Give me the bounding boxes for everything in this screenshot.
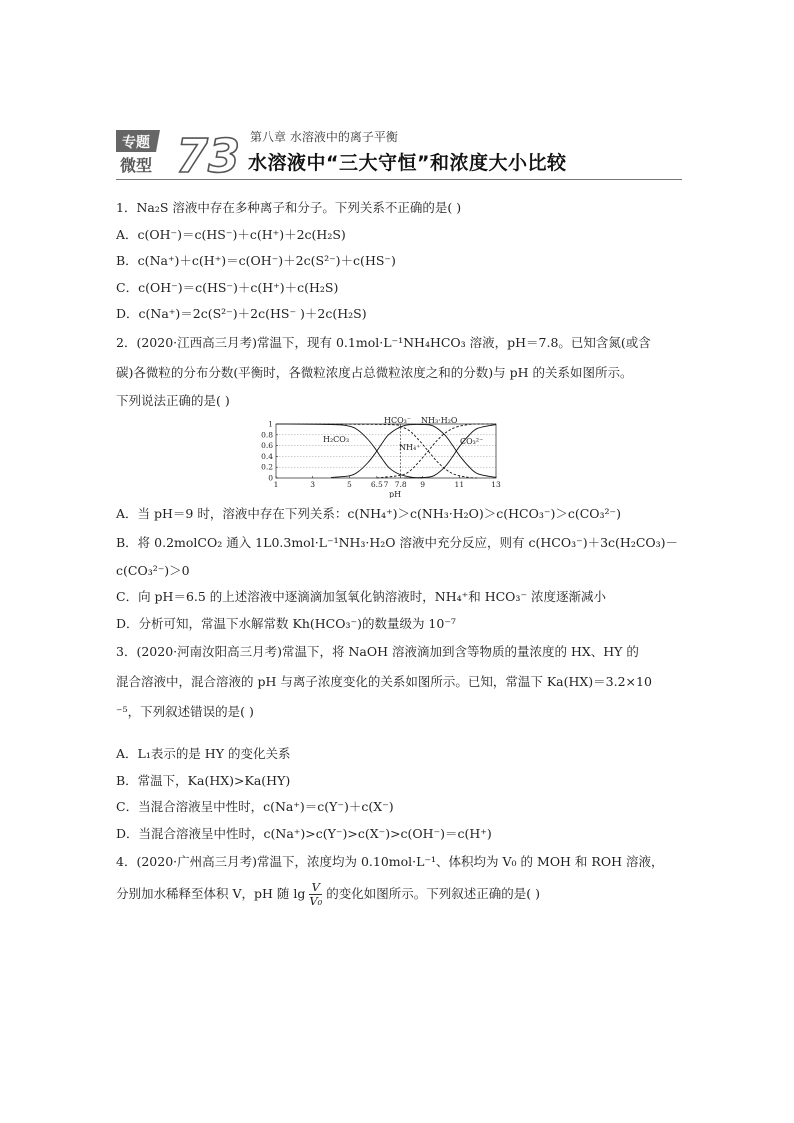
q4-stem-line-2 <box>116 877 682 911</box>
question-4 <box>116 847 682 911</box>
x-tick-label: 5 <box>346 480 352 489</box>
q2-option-b: B．将 0.2molCO₂ 通入 1L0.3mol·L⁻¹NH₃·H₂O 溶液中充分反应，则有 c(HCO₃⁻)＋3c(H₂CO₃)－ <box>116 534 679 550</box>
logo-text-2: 微型 <box>120 156 153 175</box>
series-line <box>377 424 496 478</box>
x-tick-label: 9 <box>420 480 426 489</box>
q2-option-b-continued: c(CO₃²⁻)＞0 <box>116 562 190 578</box>
q2-stem-line: 碳)各微粒的分布分数(平衡时，各微粒浓度占总微粒浓度之和的分数)与 pH 的关系如图所示。 <box>116 364 633 380</box>
annotation-nh4: NH₄⁺ <box>399 443 421 452</box>
header-rule <box>116 179 682 180</box>
question-2 <box>116 328 682 638</box>
x-tick-label: 1 <box>273 480 279 489</box>
y-tick-label: 0.4 <box>261 451 273 461</box>
q1-option-b: B．c(Na⁺)＋c(H⁺)＝c(OH⁻)＋2c(S²⁻)＋c(HS⁻) <box>116 253 396 268</box>
q3-option-b: B．常温下，Ka(HX)>Ka(HY) <box>116 772 291 788</box>
q3-option-c: C．当混合溶液呈中性时，c(Na⁺)＝c(Y⁻)＋c(X⁻) <box>116 799 394 814</box>
chart-series <box>276 424 496 478</box>
fraction-v-over-v0 <box>309 881 322 908</box>
question-1 <box>116 195 682 328</box>
y-tick-label: 1 <box>268 419 273 429</box>
q4-stem-line-1: 4．(2020·广州高三月考)常温下，浓度均为 0.10mol·L⁻¹、体积均为 V₀ 的 MOH 和 ROH 溶液， <box>116 854 664 869</box>
x-tick-label: 3 <box>310 480 316 489</box>
fraction-numerator: V <box>309 881 322 895</box>
x-tick-label: 7.8 <box>394 480 407 489</box>
annotation-co3: CO₃²⁻ <box>460 437 484 446</box>
q1-stem: 1．Na₂S 溶液中存在多种离子和分子。下列关系不正确的是( ) <box>116 200 462 215</box>
distribution-chart <box>116 416 682 498</box>
x-tick-label: 11 <box>454 480 465 489</box>
y-tick-label: 0.8 <box>261 430 273 440</box>
fraction-denominator: V₀ <box>309 894 323 908</box>
q4-stem-before: 分别加水稀释至体积 V，pH 随 lg <box>116 886 306 901</box>
q1-option-a: A．c(OH⁻)＝c(HS⁻)＋c(H⁺)＋2c(H₂S) <box>116 226 346 242</box>
q2-option-c: C．向 pH＝6.5 的上述溶液中逐滴滴加氢氧化钠溶液时，NH₄⁺和 HCO₃⁻ 浓度逐渐减小 <box>116 589 607 604</box>
x-tick-label: 13 <box>491 480 501 489</box>
distribution-chart-svg <box>254 416 544 498</box>
y-tick-label: 0.2 <box>261 462 273 472</box>
q1-option-d: D．c(Na⁺)＝2c(S²⁻)＋2c(HS⁻ )＋2c(H₂S) <box>116 306 367 321</box>
q2-option-d: D．分析可知，常温下水解常数 Kh(HCO₃⁻)的数量级为 10⁻⁷ <box>116 615 456 631</box>
logo-text-1: 专题 <box>122 135 150 151</box>
annotation-h2co3: H₂CO₃ <box>323 435 350 444</box>
annotation-nh3h2o: NH₃·H₂O <box>421 416 458 425</box>
annotation-hco3: HCO₃⁻ <box>384 416 412 425</box>
page-title: 水溶液中“三大守恒”和浓度大小比较 <box>248 152 567 174</box>
q3-option-d: D．当混合溶液呈中性时，c(Na⁺)>c(Y⁻)>c(X⁻)>c(OH⁻)＝c(H⁺) <box>116 825 492 841</box>
x-tick-label: 7 <box>383 480 389 489</box>
q3-option-a: A．L₁表示的是 HY 的变化关系 <box>116 746 291 761</box>
q3-stem-line: 混合溶液中，混合溶液的 pH 与离子浓度变化的关系如图所示。已知，常温下 Ka(HX)＝3.2×10 <box>116 674 652 689</box>
y-tick-label: 0 <box>268 473 273 483</box>
question-3 <box>116 637 682 847</box>
q1-option-c: C．c(OH⁻)＝c(HS⁻)＋c(H⁺)＋c(H₂S) <box>116 279 339 295</box>
chart-axes <box>261 420 501 490</box>
q3-stem-line: ⁻⁵，下列叙述错误的是( ) <box>116 704 254 719</box>
q2-stem-line: 下列说法正确的是( ) <box>116 392 230 408</box>
question-content <box>116 195 682 911</box>
q3-stem-line: 3．(2020·河南汝阳高三月考)常温下，将 NaOH 溶液滴加到含等物质的量浓度的 HX、HY 的 <box>116 644 639 659</box>
x-axis-label: pH <box>389 490 402 498</box>
plot-frame <box>276 424 496 478</box>
q4-stem-after: 的变化如图所示。下列叙述正确的是( ) <box>326 886 540 901</box>
y-tick-label: 0.6 <box>261 441 273 451</box>
q2-stem-line: 2．(2020·江西高三月考)常温下，现有 0.1mol·L⁻¹NH₄HCO₃ 溶液，pH＝7.8。已知含氮(或含 <box>116 334 651 350</box>
chapter-label: 第八章 水溶液中的离子平衡 <box>250 130 398 144</box>
x-tick-label: 6.5 <box>370 480 383 489</box>
q2-option-a: A．当 pH＝9 时，溶液中存在下列关系：c(NH₄⁺)＞c(NH₃·H₂O)＞c(HCO₃⁻)＞c(CO₃²⁻) <box>116 506 622 521</box>
logo-number: 73 <box>176 129 240 176</box>
q3-figure-space <box>116 727 682 741</box>
topic-logo <box>116 126 240 176</box>
page-header <box>116 124 682 180</box>
